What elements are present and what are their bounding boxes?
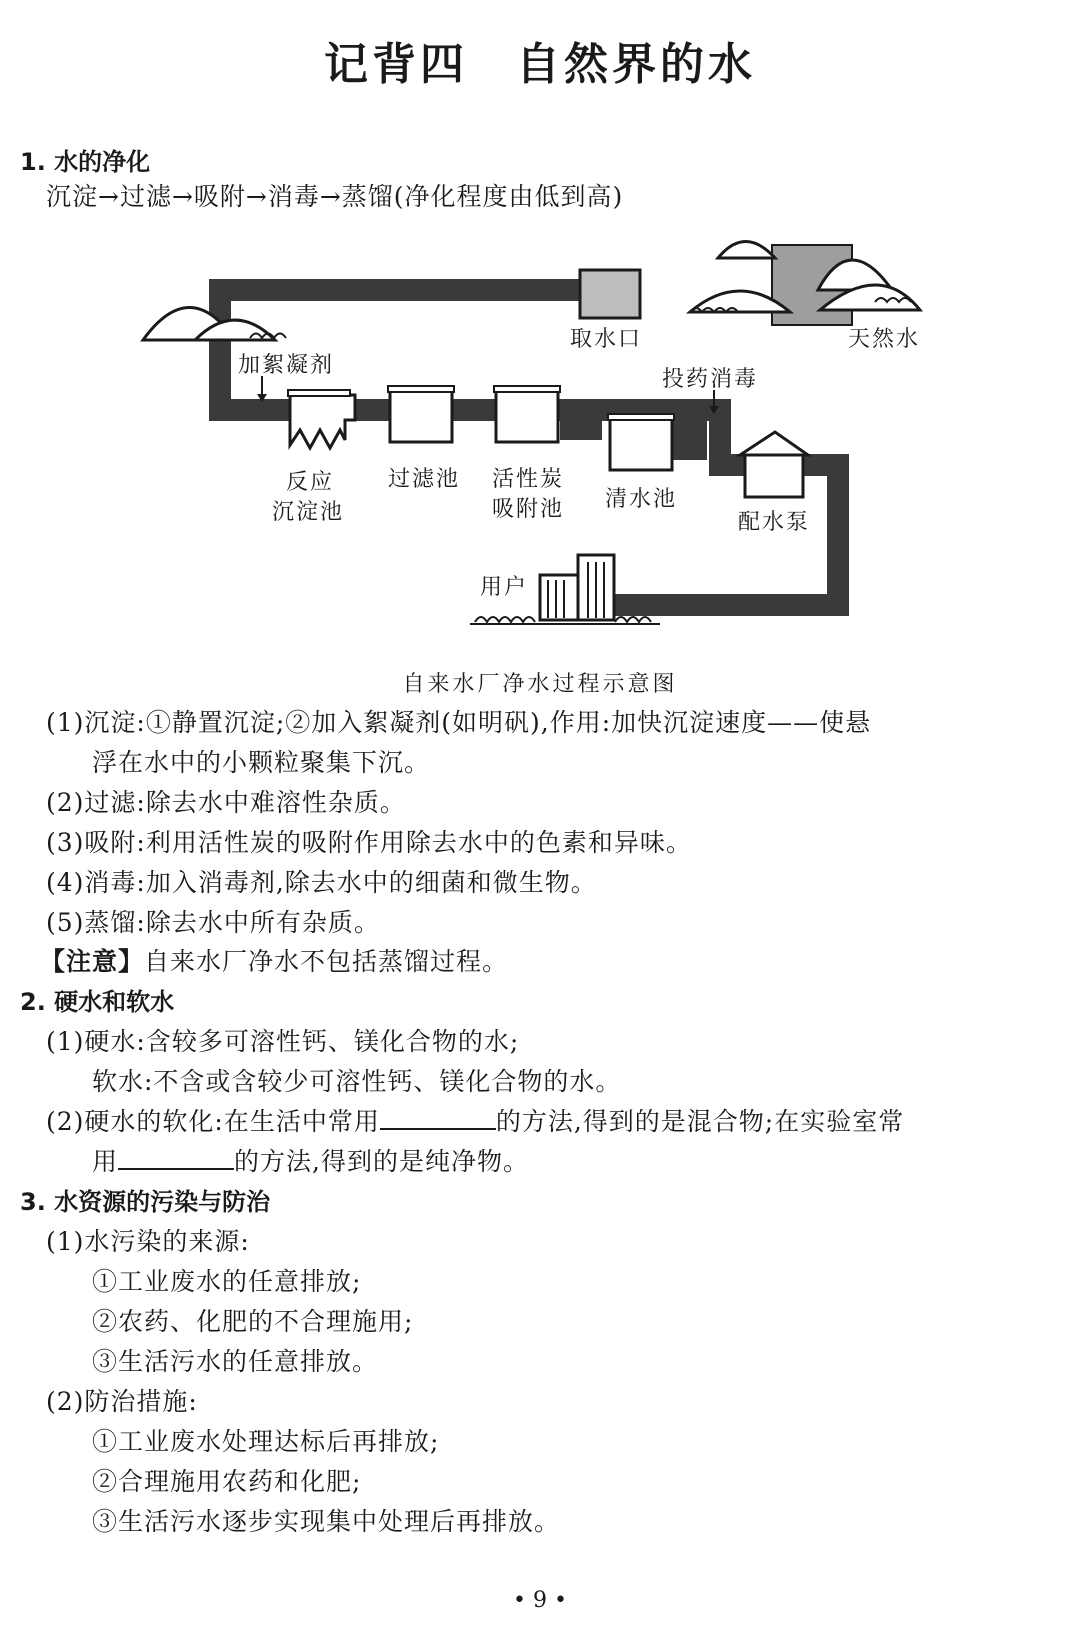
section-heading-pollution: 3. 水资源的污染与防治 bbox=[20, 1188, 271, 1216]
label-natural-water: 天然水 bbox=[848, 327, 921, 352]
purification-flow: 沉淀→过滤→吸附→消毒→蒸馏(净化程度由低到高) bbox=[46, 182, 624, 211]
softening-text-a: (2)硬水的软化:在生活中常用 bbox=[46, 1107, 380, 1136]
intake-box bbox=[580, 270, 640, 318]
softening-line-2 bbox=[92, 1142, 529, 1178]
reaction-tank bbox=[288, 390, 355, 448]
hard-water-def: (1)硬水:含较多可溶性钙、镁化合物的水; bbox=[46, 1027, 520, 1056]
softening-text-c: 用 bbox=[92, 1147, 119, 1176]
pollution-source-item: ①工业废水的任意排放; bbox=[92, 1267, 362, 1296]
natural-water-scene bbox=[690, 242, 920, 326]
softening-text-b: 的方法,得到的是混合物;在实验室常 bbox=[495, 1107, 905, 1136]
filter-tank bbox=[388, 386, 454, 442]
fill-blank-2[interactable] bbox=[118, 1146, 234, 1170]
label-intake: 取水口 bbox=[570, 327, 643, 352]
softening-line-1 bbox=[46, 1102, 904, 1138]
item-sedimentation: (1)沉淀:①静置沉淀;②加入絮凝剂(如明矾),作用:加快沉淀速度——使悬 bbox=[46, 708, 872, 737]
pump-house bbox=[740, 432, 808, 497]
label-reaction-1: 反应 bbox=[286, 470, 335, 495]
label-clear-water: 清水池 bbox=[605, 487, 678, 512]
item-distillation: (5)蒸馏:除去水中所有杂质。 bbox=[46, 908, 380, 937]
label-pump: 配水泵 bbox=[738, 510, 811, 535]
softening-text-d: 的方法,得到的是纯净物。 bbox=[234, 1147, 529, 1176]
label-reaction-2: 沉淀池 bbox=[272, 500, 345, 525]
soft-water-def: 软水:不含或含较少可溶性钙、镁化合物的水。 bbox=[92, 1067, 622, 1096]
item-disinfection: (4)消毒:加入消毒剂,除去水中的细菌和微生物。 bbox=[46, 868, 597, 897]
label-carbon-1: 活性炭 bbox=[492, 467, 565, 492]
section-heading-purification: 1. 水的净化 bbox=[20, 148, 151, 176]
note-text: 自来水厂净水不包括蒸馏过程。 bbox=[144, 947, 509, 976]
carbon-tank bbox=[494, 386, 560, 442]
item-sedimentation-cont: 浮在水中的小颗粒聚集下沉。 bbox=[92, 748, 431, 777]
note-label: 【注意】 bbox=[40, 947, 145, 976]
pollution-source-item: ③生活污水的任意排放。 bbox=[92, 1347, 379, 1376]
section-heading-hard-soft: 2. 硬水和软水 bbox=[20, 988, 175, 1016]
prevention-title: (2)防治措施: bbox=[46, 1387, 198, 1416]
fill-blank-1[interactable] bbox=[380, 1106, 496, 1130]
label-disinfect: 投药消毒 bbox=[662, 367, 759, 392]
pollution-source-item: ②农药、化肥的不合理施用; bbox=[92, 1307, 414, 1336]
item-adsorption: (3)吸附:利用活性炭的吸附作用除去水中的色素和异味。 bbox=[46, 828, 692, 857]
prevention-item: ①工业废水处理达标后再排放; bbox=[92, 1427, 440, 1456]
label-carbon-2: 吸附池 bbox=[492, 497, 565, 522]
diagram-caption: 自来水厂净水过程示意图 bbox=[402, 672, 678, 697]
page-title: 记背四 自然界的水 bbox=[324, 39, 756, 90]
label-filter: 过滤池 bbox=[388, 467, 461, 492]
page-number: • 9 • bbox=[513, 1588, 567, 1613]
item-filtration: (2)过滤:除去水中难溶性杂质。 bbox=[46, 788, 406, 817]
clear-water-tank bbox=[608, 414, 674, 470]
label-user: 用户 bbox=[480, 575, 529, 600]
prevention-item: ③生活污水逐步实现集中处理后再排放。 bbox=[92, 1507, 561, 1536]
label-flocculant: 加絮凝剂 bbox=[238, 353, 335, 378]
pollution-sources-title: (1)水污染的来源: bbox=[46, 1227, 250, 1256]
water-pipe bbox=[220, 290, 838, 605]
prevention-item: ②合理施用农药和化肥; bbox=[92, 1467, 362, 1496]
note bbox=[40, 942, 508, 978]
